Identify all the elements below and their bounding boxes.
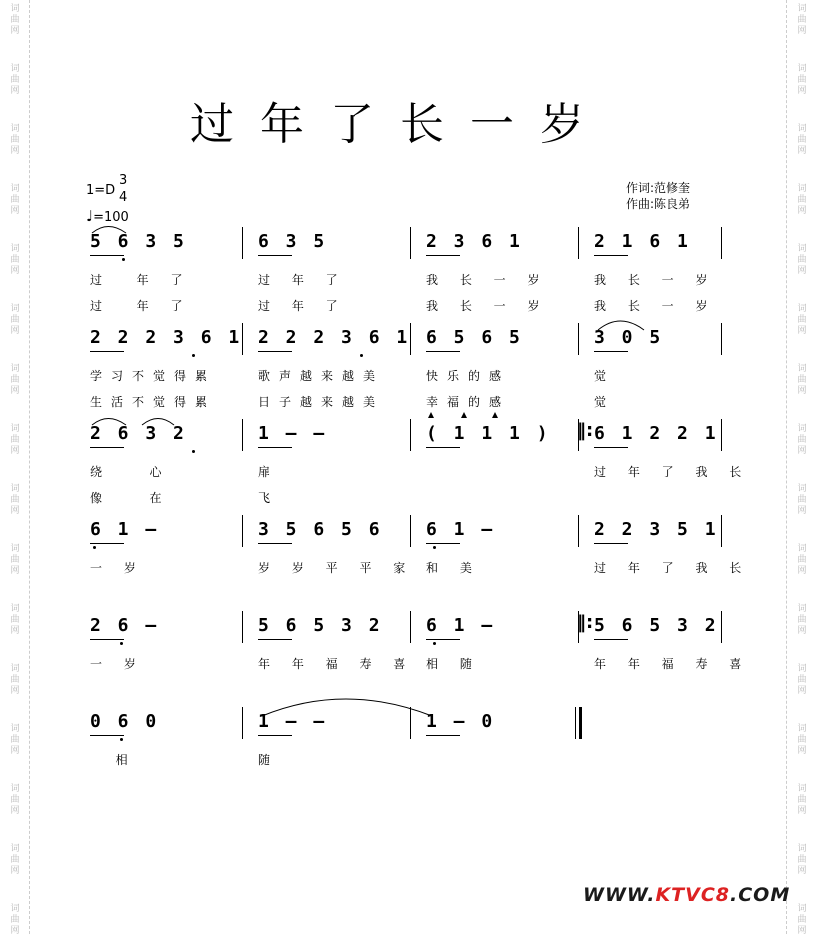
watermark-text: 词 曲 网 <box>797 304 807 336</box>
composer: 作曲:陈良弟 <box>626 197 691 211</box>
watermark-text: 词 曲 网 <box>797 664 807 696</box>
measure-notes: 2 3 6 1 <box>426 231 523 252</box>
watermark-text: 词 曲 网 <box>10 844 20 876</box>
song-title: 过年了长一岁 <box>190 99 610 150</box>
lyric-line-1: 相 随 <box>426 657 481 671</box>
slur-arc <box>92 419 126 426</box>
measure-notes: 5 6 5 3 2 <box>594 615 719 636</box>
watermark-text: 词 曲 网 <box>797 604 807 636</box>
quarter-note-icon: ♩ <box>86 207 94 225</box>
slur-arc <box>142 419 174 426</box>
watermark-text: 词 曲 网 <box>10 64 20 96</box>
lyric-line-1: 年 年 福 寿 喜 <box>258 657 415 671</box>
lyric-line-2: 过 年 了 <box>258 299 347 313</box>
measure-notes: 1 – 0 <box>426 711 496 732</box>
measure-notes: 2 6 – <box>90 615 160 636</box>
lyric-line-1: 年 年 福 寿 喜 <box>594 657 751 671</box>
watermark-text: 词 曲 网 <box>10 484 20 516</box>
measure-notes: 5 6 3 5 <box>90 231 187 252</box>
lyric-line-1: 觉 <box>594 369 616 383</box>
lyric-line-1: 过 年 了 我 长 <box>594 561 751 575</box>
lyric-line-1: 和 美 <box>426 561 481 575</box>
measure-notes: 2 6 3 2 <box>90 423 187 444</box>
watermark-text: 词 曲 网 <box>797 124 807 156</box>
watermark-text: 词 曲 网 <box>797 184 807 216</box>
lyric-line-1: 扉 <box>258 465 280 479</box>
lyric-line-2: 我 长 一 岁 <box>594 299 717 313</box>
measure-notes: 6 1 – <box>90 519 160 540</box>
fermata-mark <box>428 412 498 418</box>
time-signature-top: 3 <box>119 173 128 188</box>
measure-notes: 3 0 5 <box>594 327 664 348</box>
watermark-text: 词 曲 网 <box>797 904 807 936</box>
lyric-line-2: 日子越来越美 <box>258 395 385 409</box>
lyric-line-2: 幸福的感 <box>426 395 511 409</box>
measure-notes: 1 – – <box>258 423 328 444</box>
lyric-line-1: 过 年 了 我 长 <box>594 465 751 479</box>
watermark-text: 词 曲 网 <box>10 544 20 576</box>
measure-notes: 6 5 6 5 <box>426 327 523 348</box>
measure-notes: 6 3 5 <box>258 231 328 252</box>
lyric-line-2: 觉 <box>594 395 616 409</box>
lyric-line-2: 像 在 <box>90 491 171 505</box>
measure-notes: 0 6 0 <box>90 711 160 732</box>
site-logo <box>583 884 790 906</box>
measure-notes: 6 1 2 2 1 <box>594 423 719 444</box>
watermark-text: 词 曲 网 <box>10 664 20 696</box>
measure-notes: ( 1 1 1 ) <box>426 423 551 444</box>
lyric-line-2: 我 长 一 岁 <box>426 299 549 313</box>
lyric-line-1: 快乐的感 <box>426 369 511 383</box>
watermark-text: 词 曲 网 <box>10 724 20 756</box>
lyric-line-2: 飞 <box>258 491 280 505</box>
watermark-text: 词 曲 网 <box>10 124 20 156</box>
watermark-text: 词 曲 网 <box>797 784 807 816</box>
lyric-line-1: 过 年 了 <box>258 273 347 287</box>
measure-notes: 3 5 6 5 6 <box>258 519 383 540</box>
time-signature-bottom: 4 <box>119 190 128 205</box>
measure-notes: 2 2 2 3 6 1 <box>90 327 243 348</box>
lyric-line-1: 随 <box>258 753 280 767</box>
repeat-sign-start: ‖: <box>577 612 594 633</box>
watermark-text: 词 曲 网 <box>10 364 20 396</box>
lyric-line-1: 学习不觉得累 <box>90 369 217 383</box>
watermark-text: 词 曲 网 <box>10 4 20 36</box>
slur-arc <box>598 321 644 330</box>
watermark-text: 词 曲 网 <box>797 244 807 276</box>
watermark-text: 词 曲 网 <box>797 364 807 396</box>
lyric-line-1: 岁 岁 平 平 家 <box>258 561 415 575</box>
measure-notes: 2 2 3 5 1 <box>594 519 719 540</box>
measure-notes: 5 6 5 3 2 <box>258 615 383 636</box>
repeat-sign-start: ‖: <box>577 420 594 441</box>
measure-notes: 6 1 – <box>426 519 496 540</box>
lyric-line-1: 过 年 了 <box>90 273 192 287</box>
watermark-text: 词 曲 网 <box>10 604 20 636</box>
measure-notes: 6 1 – <box>426 615 496 636</box>
lyric-line-1: 我 长 一 岁 <box>594 273 717 287</box>
measure-notes: 1 – – <box>258 711 328 732</box>
measure-notes: 2 1 6 1 <box>594 231 691 252</box>
lyricist: 作词:范修奎 <box>626 181 691 195</box>
watermark-text: 词 曲 网 <box>797 484 807 516</box>
watermark-text: 词 曲 网 <box>10 784 20 816</box>
lyric-line-1: 我 长 一 岁 <box>426 273 549 287</box>
watermark-text: 词 曲 网 <box>10 184 20 216</box>
lyric-line-2: 生活不觉得累 <box>90 395 217 409</box>
watermark-text: 词 曲 网 <box>797 544 807 576</box>
watermark-text: 词 曲 网 <box>10 904 20 936</box>
watermark-text: 词 曲 网 <box>10 304 20 336</box>
lyric-line-2: 过 年 了 <box>90 299 192 313</box>
lyric-line-1: 一 岁 <box>90 657 145 671</box>
tie-arc <box>262 699 432 716</box>
logo-prefix: WWW. <box>583 884 656 906</box>
slur-arc <box>92 227 126 234</box>
watermark-text: 词 曲 网 <box>10 244 20 276</box>
watermark-text: 词 曲 网 <box>797 424 807 456</box>
watermark-text: 词 曲 网 <box>797 844 807 876</box>
watermark-text: 词 曲 网 <box>797 724 807 756</box>
lyric-line-1: 歌声越来越美 <box>258 369 385 383</box>
measure-notes: 2 2 2 3 6 1 <box>258 327 411 348</box>
watermark-text: 词 曲 网 <box>10 424 20 456</box>
logo-brand: KTVC8 <box>655 884 731 906</box>
lyric-line-1: 一 岁 <box>90 561 145 575</box>
watermark-text: 词 曲 网 <box>797 64 807 96</box>
tempo-value: =100 <box>93 210 129 225</box>
lyric-line-1: 相 <box>90 753 137 767</box>
lyric-line-1: 绕 心 <box>90 465 171 479</box>
logo-suffix: .COM <box>730 884 791 906</box>
watermark-text: 词 曲 网 <box>797 4 807 36</box>
key-signature: 1=D <box>86 183 116 198</box>
